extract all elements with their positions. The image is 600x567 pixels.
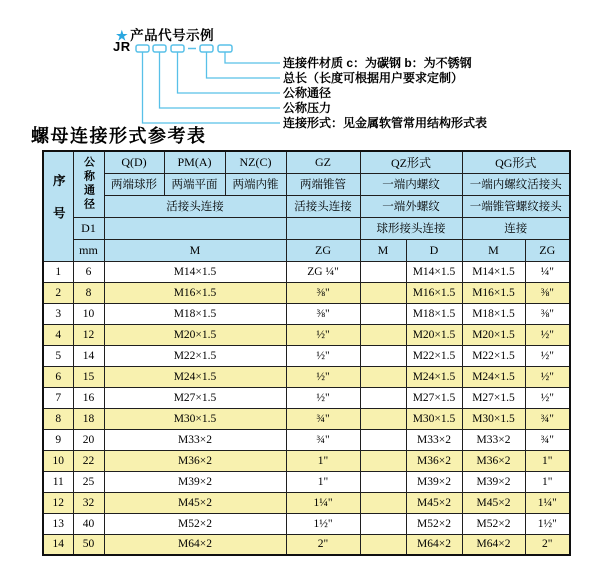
cell-nominal-diameter: 20: [73, 429, 104, 450]
header-sub-qg: 一端内螺纹活接头: [462, 173, 570, 195]
cell-seq-no: 4: [43, 324, 73, 345]
header-sub-q: 两端球形: [104, 173, 164, 195]
cell-qz-m: [360, 429, 406, 450]
header-ball-joint-connect: 球形接头连接: [360, 217, 462, 239]
header-sub-gz: 两端锥管: [286, 173, 360, 195]
cell-gz-thread: 2": [286, 534, 360, 555]
cell-qg-m: M30×1.5: [462, 408, 525, 429]
cell-qz-m: [360, 513, 406, 534]
header-row-1: [43, 151, 570, 173]
cell-gz-thread: ¾": [286, 408, 360, 429]
cell-qz-d: M39×2: [406, 471, 462, 492]
cell-qg-zg: ¾": [525, 429, 570, 450]
cell-qz-d: M45×2: [406, 492, 462, 513]
code-example-heading-text: 产品代号示例: [130, 28, 215, 43]
header-row-4: [43, 217, 570, 239]
cell-seq-no: 14: [43, 534, 73, 555]
cell-qg-zg: ½": [525, 366, 570, 387]
table-body: [43, 261, 570, 555]
header-empty-qpmnz: [104, 217, 286, 239]
cell-qz-d: M64×2: [406, 534, 462, 555]
cell-qg-zg: 1": [525, 450, 570, 471]
table-row: [43, 408, 570, 429]
table-row: [43, 303, 570, 324]
cell-gz-thread: 1": [286, 450, 360, 471]
cell-nominal-diameter: 40: [73, 513, 104, 534]
header-unit-m3: M: [462, 239, 525, 261]
table-row: [43, 282, 570, 303]
cell-qg-m: M33×2: [462, 429, 525, 450]
header-taper-pipe-joint: 一端锥管螺纹接头: [462, 195, 570, 217]
cell-seq-no: 1: [43, 261, 73, 282]
connector-material: [225, 52, 280, 63]
cell-qz-m: [360, 492, 406, 513]
cell-gz-thread: ½": [286, 366, 360, 387]
header-sub-pm: 两端平面: [164, 173, 225, 195]
cell-qg-zg: 2": [525, 534, 570, 555]
cell-m-thread: M24×1.5: [104, 366, 286, 387]
cell-qz-m: [360, 387, 406, 408]
cell-nominal-diameter: 18: [73, 408, 104, 429]
cell-qg-m: M18×1.5: [462, 303, 525, 324]
cell-qz-d: M24×1.5: [406, 366, 462, 387]
cell-qg-m: M24×1.5: [462, 366, 525, 387]
cell-qz-m: [360, 408, 406, 429]
cell-gz-thread: ZG ¼": [286, 261, 360, 282]
header-seq-no: [43, 151, 73, 261]
cell-gz-thread: ⅜": [286, 303, 360, 324]
header-col-qg: QG形式: [462, 151, 570, 173]
header-unit-m2: M: [360, 239, 406, 261]
header-d1: D1: [73, 217, 104, 239]
cell-nominal-diameter: 22: [73, 450, 104, 471]
cell-qg-m: M45×2: [462, 492, 525, 513]
code-connector-lines: [143, 52, 281, 123]
cell-qz-m: [360, 324, 406, 345]
cell-seq-no: 12: [43, 492, 73, 513]
table-row: [43, 324, 570, 345]
cell-qg-m: M39×2: [462, 471, 525, 492]
cell-qz-d: M33×2: [406, 429, 462, 450]
star-icon: ★: [116, 28, 129, 43]
cell-qg-zg: 1": [525, 471, 570, 492]
cell-seq-no: 11: [43, 471, 73, 492]
cell-seq-no: 2: [43, 282, 73, 303]
table-row: [43, 387, 570, 408]
cell-seq-no: 5: [43, 345, 73, 366]
cell-qz-m: [360, 303, 406, 324]
cell-qg-zg: ½": [525, 387, 570, 408]
cell-seq-no: 8: [43, 408, 73, 429]
cell-qz-m: [360, 282, 406, 303]
label-connection-form: 连接形式：见金属软管常用结构形式表: [283, 116, 488, 130]
cell-qg-m: M64×2: [462, 534, 525, 555]
header-nominal-diameter: [73, 151, 104, 217]
cell-gz-thread: ½": [286, 387, 360, 408]
cell-qg-zg: 1¼": [525, 492, 570, 513]
cell-qg-zg: ⅜": [525, 282, 570, 303]
table-row: [43, 261, 570, 282]
cell-qg-zg: 1½": [525, 513, 570, 534]
table-header: [43, 151, 570, 261]
table-row: [43, 366, 570, 387]
cell-qg-zg: ½": [525, 324, 570, 345]
code-box-total-length: [200, 45, 213, 52]
table-row: [43, 345, 570, 366]
cell-qz-m: [360, 450, 406, 471]
cell-seq-no: 3: [43, 303, 73, 324]
header-col-qz: QZ形式: [360, 151, 462, 173]
cell-qg-zg: ⅜": [525, 303, 570, 324]
cell-nominal-diameter: 14: [73, 345, 104, 366]
label-material: 连接件材质 c：为碳钢 b：为不锈钢: [283, 56, 472, 70]
label-nominal-pressure: 公称压力: [283, 101, 332, 115]
cell-m-thread: M20×1.5: [104, 324, 286, 345]
code-box-nominal-pressure: [153, 45, 166, 52]
cell-m-thread: M45×2: [104, 492, 286, 513]
code-box-nominal-diameter: [171, 45, 184, 52]
header-sub-nz: 两端内锥: [225, 173, 286, 195]
cell-m-thread: M30×1.5: [104, 408, 286, 429]
nut-connection-reference-table: [42, 150, 571, 556]
cell-seq-no: 9: [43, 429, 73, 450]
cell-qg-m: M20×1.5: [462, 324, 525, 345]
table-row: [43, 429, 570, 450]
cell-seq-no: 6: [43, 366, 73, 387]
cell-qg-m: M27×1.5: [462, 387, 525, 408]
cell-gz-thread: ½": [286, 345, 360, 366]
cell-qz-d: M52×2: [406, 513, 462, 534]
cell-gz-thread: 1½": [286, 513, 360, 534]
cell-qz-d: M14×1.5: [406, 261, 462, 282]
header-col-q: Q(D): [104, 151, 164, 173]
header-union-connect: 活接头连接: [104, 195, 286, 217]
cell-m-thread: M36×2: [104, 450, 286, 471]
connector-total-length: [207, 52, 281, 78]
cell-seq-no: 13: [43, 513, 73, 534]
header-row-3: [43, 195, 570, 217]
code-box-connection-form: [136, 45, 149, 52]
label-total-length: 总长（长度可根据用户要求定制）: [283, 71, 464, 85]
cell-qz-m: [360, 534, 406, 555]
connector-nominal-diameter: [178, 52, 281, 93]
header-row-5: [43, 239, 570, 261]
cell-qg-m: M52×2: [462, 513, 525, 534]
header-col-nz: NZ(C): [225, 151, 286, 173]
cell-nominal-diameter: 6: [73, 261, 104, 282]
cell-qz-m: [360, 471, 406, 492]
table-row: [43, 492, 570, 513]
header-union-connect-gz: 活接头连接: [286, 195, 360, 217]
cell-m-thread: M39×2: [104, 471, 286, 492]
table-row: [43, 513, 570, 534]
cell-nominal-diameter: 15: [73, 366, 104, 387]
header-empty-gz: [286, 217, 360, 239]
code-boxes: [136, 45, 232, 52]
header-unit-mm: mm: [73, 239, 104, 261]
cell-nominal-diameter: 8: [73, 282, 104, 303]
cell-seq-no: 10: [43, 450, 73, 471]
header-unit-zg2: ZG: [525, 239, 570, 261]
cell-qg-zg: ¾": [525, 408, 570, 429]
header-connect: 连接: [462, 217, 570, 239]
code-box-material: [218, 45, 232, 52]
cell-qg-m: M22×1.5: [462, 345, 525, 366]
table-row: [43, 450, 570, 471]
cell-gz-thread: ½": [286, 324, 360, 345]
header-col-pm: PM(A): [164, 151, 225, 173]
cell-qg-m: M16×1.5: [462, 282, 525, 303]
cell-m-thread: M18×1.5: [104, 303, 286, 324]
cell-m-thread: M22×1.5: [104, 345, 286, 366]
label-nominal-diameter: 公称通径: [283, 86, 332, 100]
cell-qz-d: M36×2: [406, 450, 462, 471]
cell-qg-zg: ¼": [525, 261, 570, 282]
cell-m-thread: M64×2: [104, 534, 286, 555]
cell-nominal-diameter: 50: [73, 534, 104, 555]
cell-nominal-diameter: 32: [73, 492, 104, 513]
cell-qg-m: M14×1.5: [462, 261, 525, 282]
cell-qz-d: M18×1.5: [406, 303, 462, 324]
header-seq-no-text: 序号: [51, 173, 66, 239]
cell-gz-thread: 1": [286, 471, 360, 492]
header-external-thread: 一端外螺纹: [360, 195, 462, 217]
cell-qg-m: M36×2: [462, 450, 525, 471]
cell-qg-zg: ½": [525, 345, 570, 366]
cell-qz-d: M30×1.5: [406, 408, 462, 429]
cell-m-thread: M14×1.5: [104, 261, 286, 282]
cell-nominal-diameter: 12: [73, 324, 104, 345]
cell-gz-thread: ⅜": [286, 282, 360, 303]
table-row: [43, 534, 570, 555]
cell-nominal-diameter: 10: [73, 303, 104, 324]
cell-gz-thread: 1¼": [286, 492, 360, 513]
cell-m-thread: M52×2: [104, 513, 286, 534]
cell-qz-m: [360, 261, 406, 282]
cell-m-thread: M27×1.5: [104, 387, 286, 408]
table-row: [43, 471, 570, 492]
cell-qz-m: [360, 366, 406, 387]
header-unit-m1: M: [104, 239, 286, 261]
header-nominal-diameter-text: 公称通径: [82, 156, 95, 213]
header-sub-qz: 一端内螺纹: [360, 173, 462, 195]
cell-seq-no: 7: [43, 387, 73, 408]
table-title: 螺母连接形式参考表: [31, 126, 207, 146]
header-row-2: [43, 173, 570, 195]
header-unit-d: D: [406, 239, 462, 261]
header-unit-zg1: ZG: [286, 239, 360, 261]
cell-gz-thread: ¾": [286, 429, 360, 450]
code-prefix: JR: [113, 39, 131, 54]
cell-qz-d: M20×1.5: [406, 324, 462, 345]
cell-nominal-diameter: 25: [73, 471, 104, 492]
cell-qz-d: M22×1.5: [406, 345, 462, 366]
header-col-gz: GZ: [286, 151, 360, 173]
cell-m-thread: M33×2: [104, 429, 286, 450]
cell-nominal-diameter: 16: [73, 387, 104, 408]
cell-m-thread: M16×1.5: [104, 282, 286, 303]
cell-qz-d: M27×1.5: [406, 387, 462, 408]
cell-qz-m: [360, 345, 406, 366]
cell-qz-d: M16×1.5: [406, 282, 462, 303]
